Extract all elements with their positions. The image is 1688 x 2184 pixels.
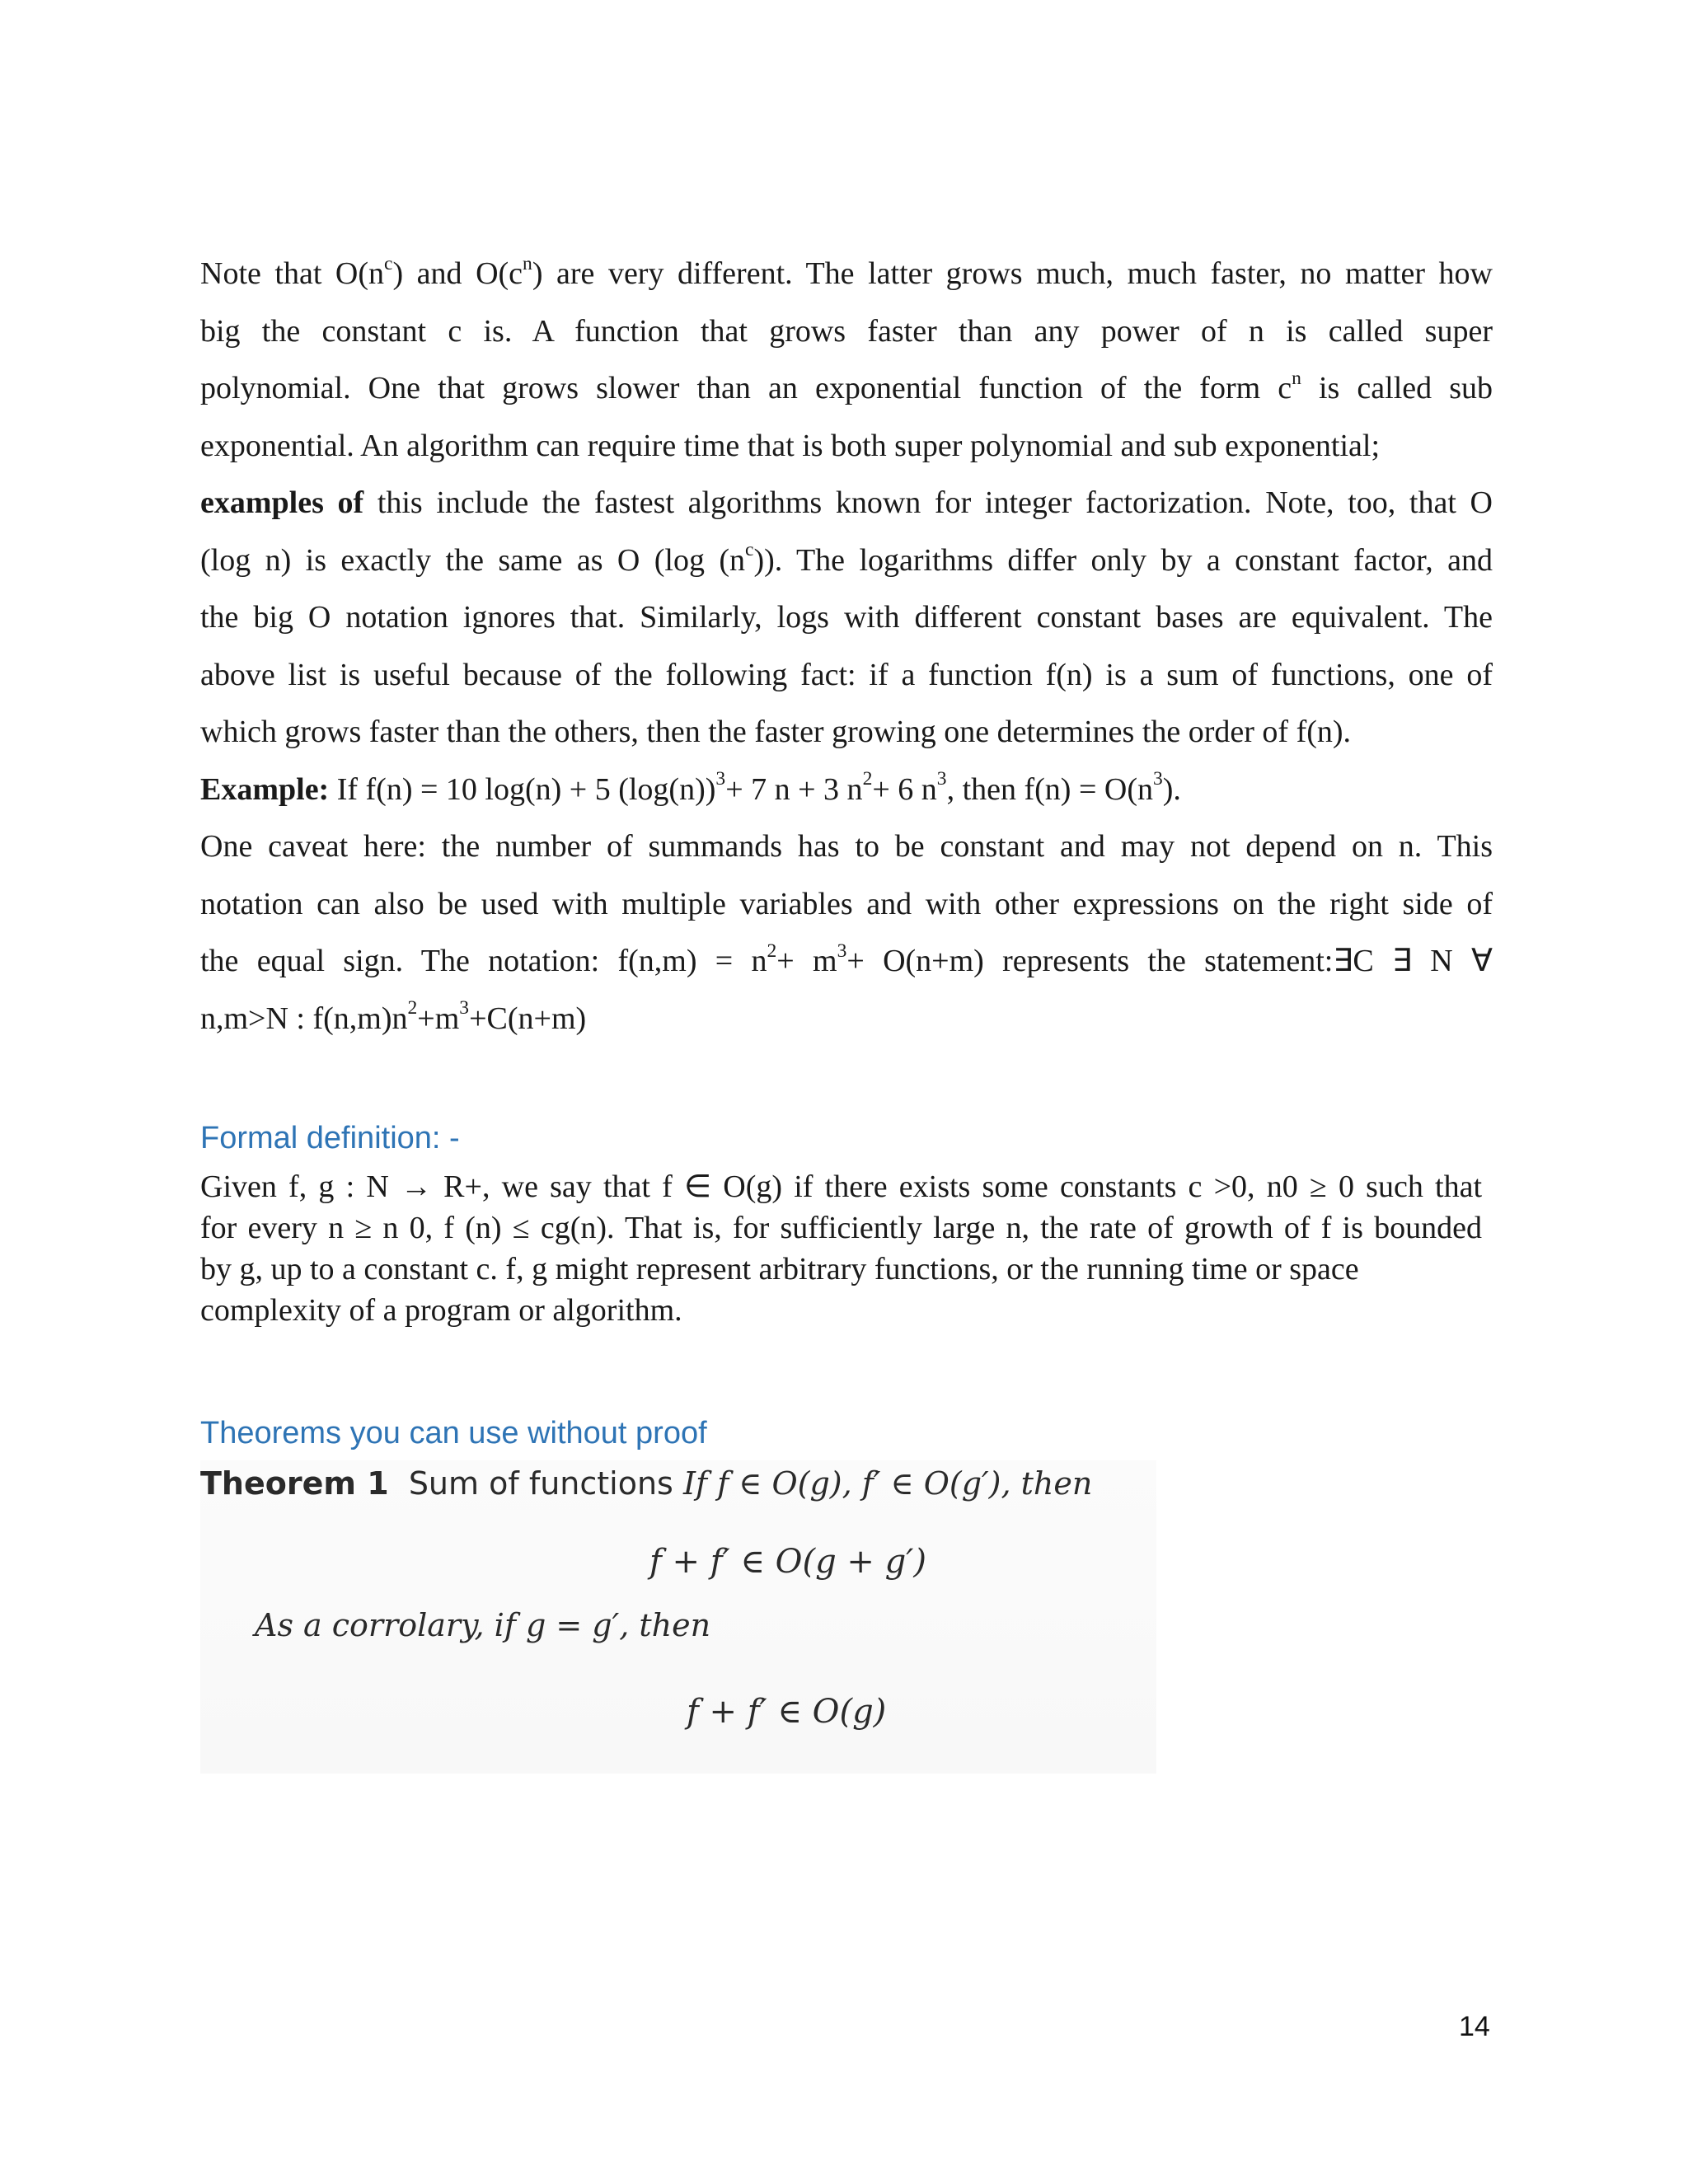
theorems-heading: Theorems you can use without proof: [200, 1416, 707, 1451]
text-line: big the constant c is. A function that grows faster than any power of n is called super: [200, 313, 1493, 349]
text-line: Given f, g : N → R+, we say that f ∈ O(g) if there exists some constants c >0, n0 ≥ 0 such that: [200, 1169, 1482, 1204]
text-line: the equal sign. The notation: $f(n,m) = n^2+ m^3+ O(n+m)$ represents the statement:∃C ∃ N ∀: [200, 940, 1493, 978]
text-line: the big O notation ignores that. Similarly, logs with different constant bases are equivalent. The: [200, 600, 1493, 635]
theorem-figure: [200, 1460, 1156, 1774]
text-line: by g, up to a constant c. f, g might represent arbitrary functions, or the running time or space: [200, 1252, 1359, 1286]
text-line: complexity of a program or algorithm.: [200, 1293, 682, 1328]
corollary-equation: f + f′ ∈ O(g): [687, 1693, 887, 1731]
text-line: One caveat here: the number of summands has to be constant and may not depend on n. This: [200, 829, 1493, 864]
text-line: notation can also be used with multiple variables and with other expressions on the right side of: [200, 886, 1493, 921]
text-line: exponential. An algorithm can require time that is both super polynomial and sub exponential;: [200, 428, 1381, 463]
formal-definition-heading: Formal definition: -: [200, 1121, 460, 1155]
page-number: 14: [1459, 2011, 1490, 2042]
text-line: (log n) is exactly the same as O (log $(n^c)$). The logarithms differ only by a constant factor, and: [200, 539, 1493, 578]
sum-equation: f + f′ ∈ O(g + g′): [649, 1543, 926, 1581]
text-line: examples of this include the fastest algorithms known for integer factorization. Note, too, that O: [200, 485, 1493, 520]
formal-definition-paragraph: [200, 1166, 1482, 1331]
text-line: polynomial. One that grows slower than an exponential function of the form $c^n$ is called sub: [200, 367, 1493, 405]
text-line: n,m>N : $f(n,m)n^2+m^3+C(n+m)$: [200, 997, 587, 1036]
theorem-statement: Theorem 1 Sum of functions If f ∈ O(g), f′ ∈ O(g′), then: [200, 1465, 1093, 1502]
text-line: Note that $O(n^c)$ and $O(c^n)$ are very different. The latter grows much, much faster, no matter how: [200, 252, 1493, 291]
example-line: Example: If f(n) = 10 log(n) + 5 $(\log(n))^3+ 7$ n + 3 $n^2+ 6$ $n^3$, then $f(n) = O(n^3)$.: [200, 768, 1181, 807]
text-line: which grows faster than the others, then the faster growing one determines the order of f(n).: [200, 715, 1352, 749]
text-line: for every n ≥ n 0, f (n) ≤ cg(n). That is, for sufficiently large n, the rate of growth of f is bounded: [200, 1211, 1482, 1245]
big-o-notes-paragraph: [200, 246, 1493, 1047]
corollary-text: As a corrolary, if g = g′, then: [255, 1607, 711, 1643]
text-line: above list is useful because of the following fact: if a function f(n) is a sum of functions, one of: [200, 657, 1493, 692]
